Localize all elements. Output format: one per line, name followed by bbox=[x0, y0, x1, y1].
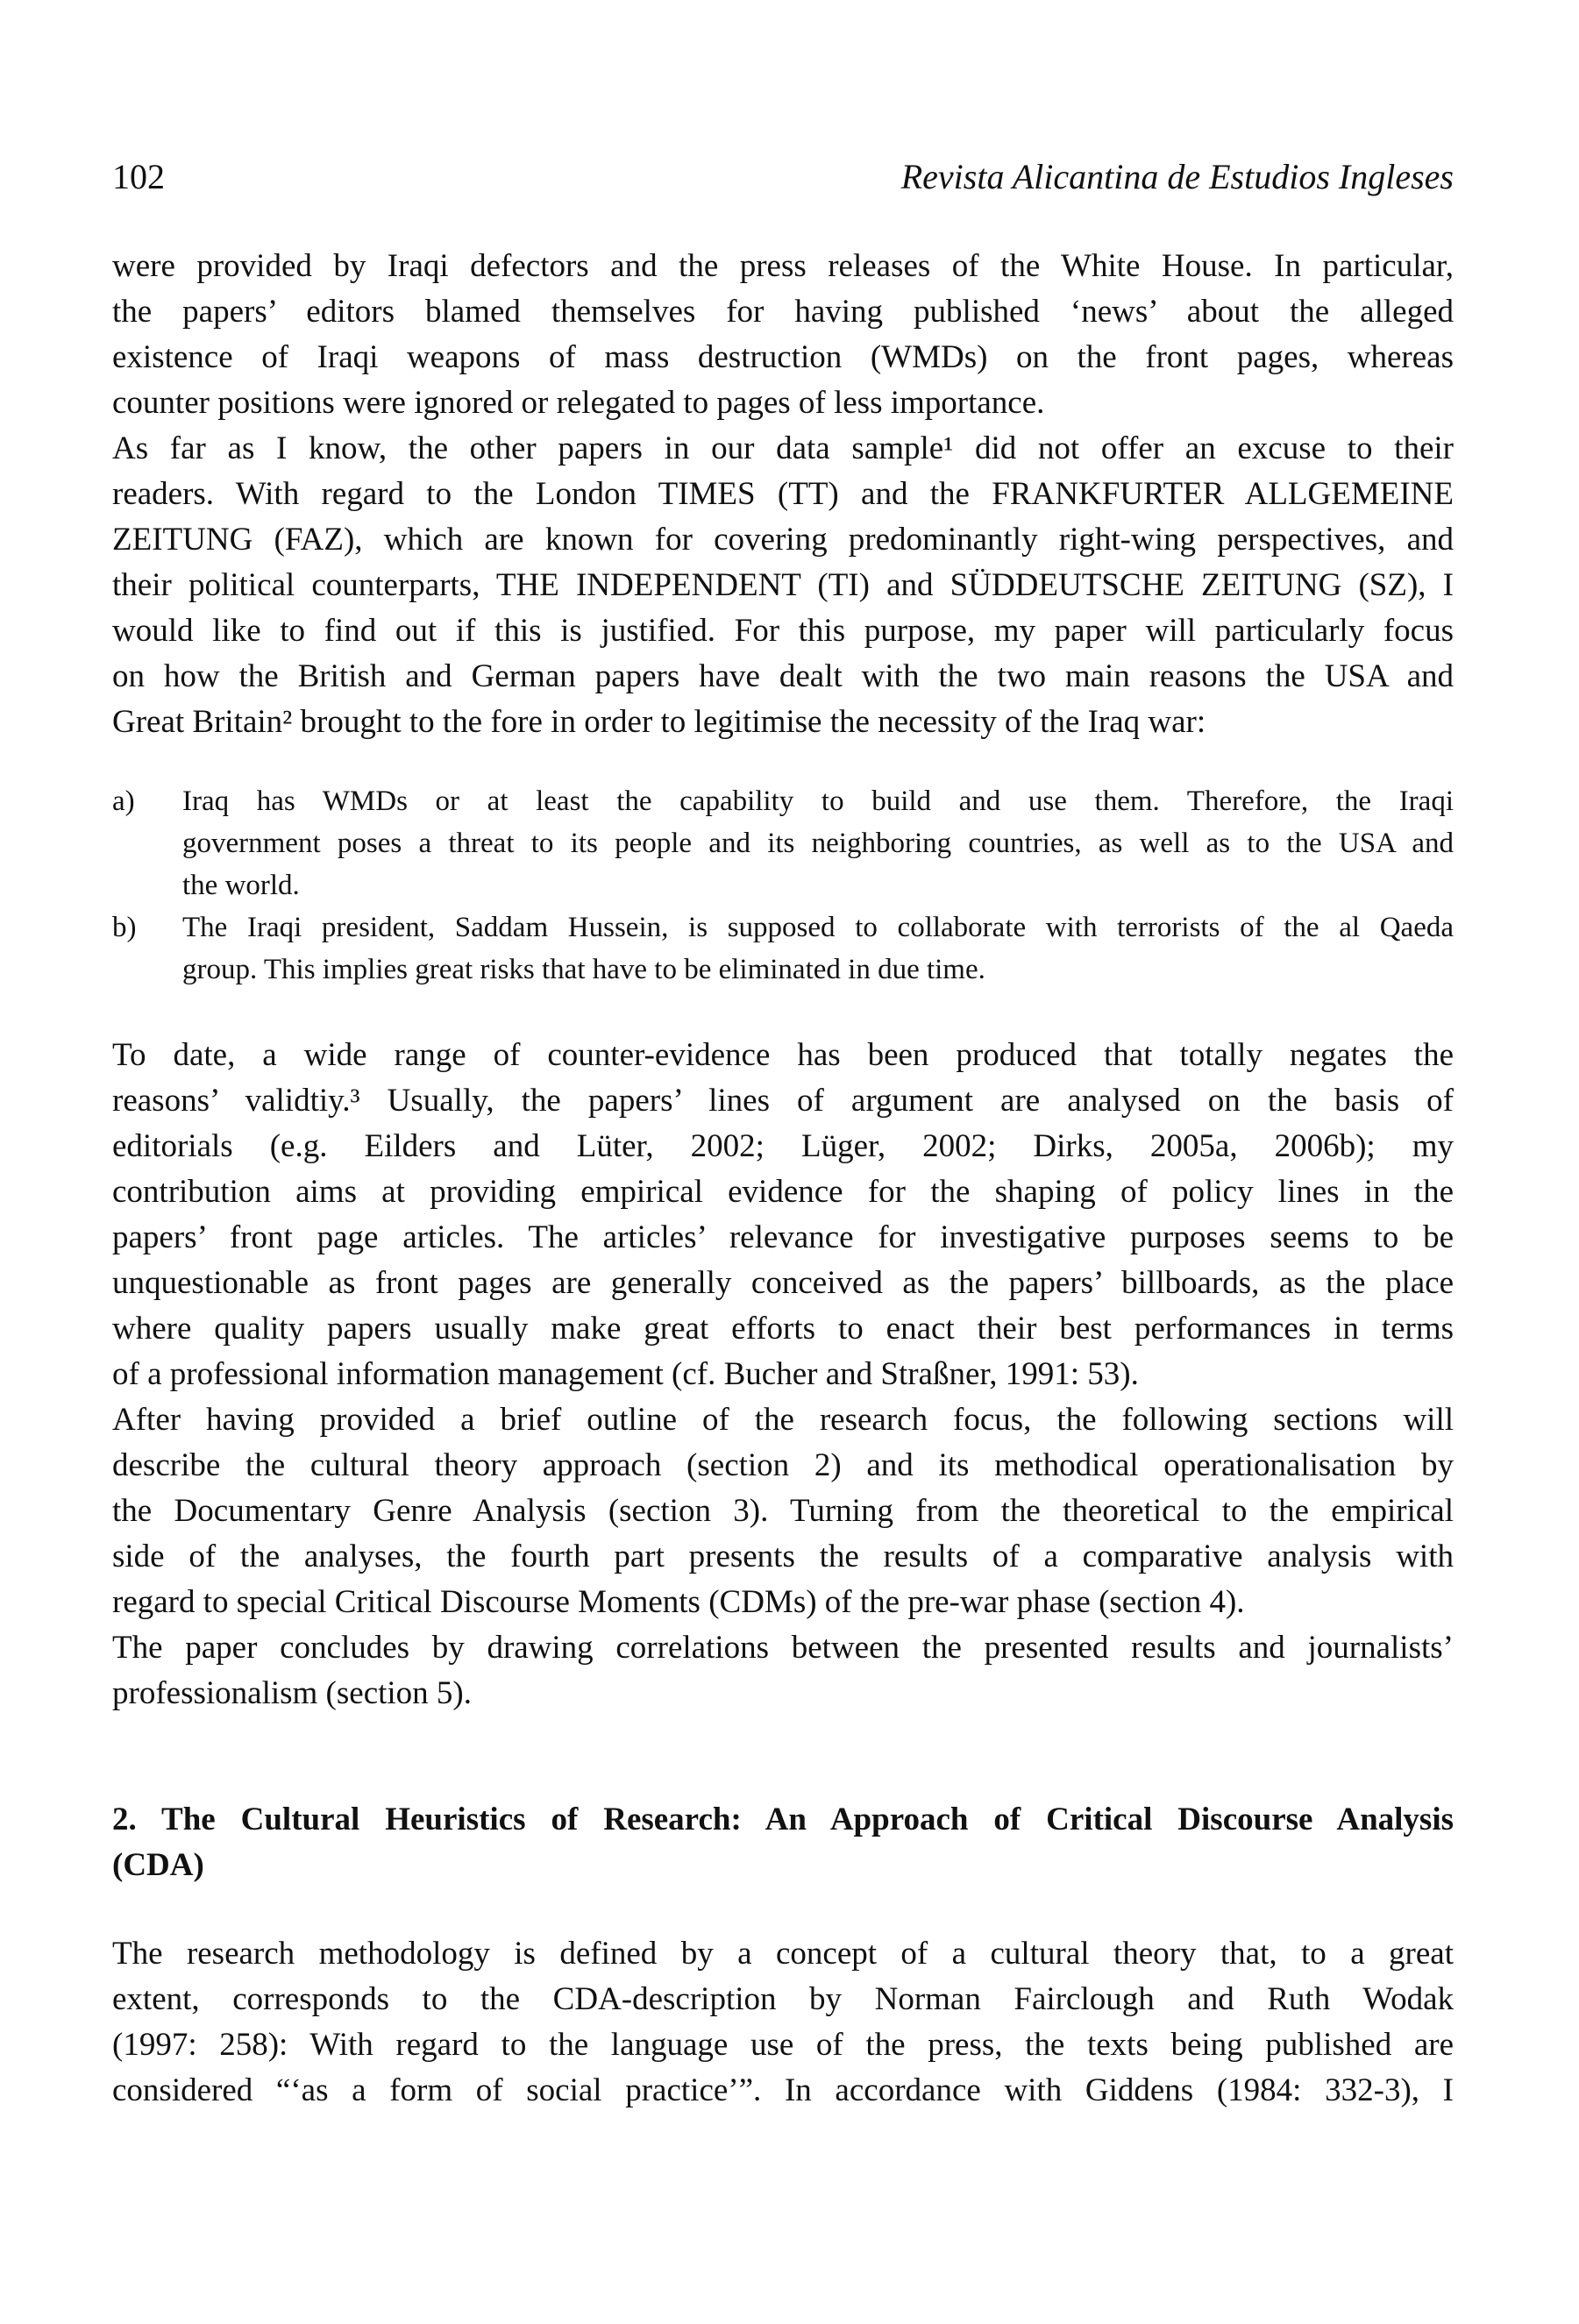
text-line: As far as I know, the other papers in our data sample¹ did not offer an excuse to their bbox=[112, 430, 1454, 466]
text-line: were provided by Iraqi defectors and the press releases of the White House. In particular, bbox=[112, 248, 1454, 284]
paragraph-3 bbox=[112, 1033, 1454, 1397]
text-line: The paper concludes by drawing correlations between the presented results and journalists’ bbox=[112, 1630, 1454, 1666]
text-line: Great Britain² brought to the fore in order to legitimise the necessity of the Iraq war: bbox=[112, 704, 1206, 740]
text-line: extent, corresponds to the CDA-description by Norman Fairclough and Ruth Wodak bbox=[112, 1981, 1454, 2017]
paragraph-4 bbox=[112, 1397, 1454, 1716]
text-line: the Documentary Genre Analysis (section 3). Turning from the theoretical to the empirical bbox=[112, 1493, 1454, 1529]
page-number: 102 bbox=[112, 157, 165, 196]
text-line: on how the British and German papers have dealt with the two main reasons the USA and bbox=[112, 658, 1454, 694]
text-line: ZEITUNG (FAZ), which are known for covering predominantly right-wing perspectives, and bbox=[112, 522, 1454, 558]
text-line: (1997: 258): With regard to the language use of the press, the texts being published are bbox=[112, 2027, 1454, 2063]
text-line: the papers’ editors blamed themselves for having published ‘news’ about the alleged bbox=[112, 294, 1454, 330]
journal-title: Revista Alicantina de Estudios Ingleses bbox=[900, 157, 1454, 196]
text-line: editorials (e.g. Eilders and Lüter, 2002; Lüger, 2002; Dirks, 2005a, 2006b); my bbox=[112, 1128, 1454, 1164]
text-line: their political counterparts, THE INDEPENDENT (TI) and SÜDDEUTSCHE ZEITUNG (SZ), I bbox=[112, 567, 1454, 603]
paragraph-1 bbox=[112, 244, 1454, 426]
text-line: professionalism (section 5). bbox=[112, 1675, 472, 1711]
text-line: considered “‘as a form of social practice’”. In accordance with Giddens (1984: 332-3), I bbox=[112, 2072, 1454, 2108]
section-heading bbox=[112, 1797, 1454, 1888]
list-marker: b) bbox=[112, 912, 137, 943]
text-line: describe the cultural theory approach (section 2) and its methodical operationalisation by bbox=[112, 1447, 1454, 1483]
text-line: The Iraqi president, Saddam Hussein, is supposed to collaborate with terrorists of the al Qaeda bbox=[182, 912, 1454, 943]
text-line: where quality papers usually make great efforts to enact their best performances in terms bbox=[112, 1311, 1454, 1347]
list-item-a bbox=[112, 780, 1454, 906]
text-line: The research methodology is defined by a concept of a cultural theory that, to a great bbox=[112, 1936, 1454, 1972]
text-line: group. This implies great risks that have to be eliminated in due time. bbox=[182, 954, 985, 985]
text-line: unquestionable as front pages are generally conceived as the papers’ billboards, as the place bbox=[112, 1265, 1454, 1301]
text-line: existence of Iraqi weapons of mass destruction (WMDs) on the front pages, whereas bbox=[112, 339, 1454, 375]
text-line: Iraq has WMDs or at least the capability to build and use them. Therefore, the Iraqi bbox=[182, 785, 1454, 817]
text-line: counter positions were ignored or relegated to pages of less importance. bbox=[112, 385, 1045, 421]
text-line: side of the analyses, the fourth part presents the results of a comparative analysis with bbox=[112, 1539, 1454, 1574]
text-line: readers. With regard to the London TIMES (TT) and the FRANKFURTER ALLGEMEINE bbox=[112, 476, 1454, 512]
running-header bbox=[112, 156, 1454, 200]
paragraph-5 bbox=[112, 1931, 1454, 2114]
text-line: the world. bbox=[182, 870, 300, 901]
paragraph-2 bbox=[112, 426, 1454, 745]
text-line: reasons’ validtiy.³ Usually, the papers’ lines of argument are analysed on the basis of bbox=[112, 1083, 1454, 1119]
text-line: contribution aims at providing empirical evidence for the shaping of policy lines in the bbox=[112, 1174, 1454, 1210]
reasons-list bbox=[112, 780, 1454, 991]
heading-line: 2. The Cultural Heuristics of Research: An Approach of Critical Discourse Analysis bbox=[112, 1802, 1454, 1837]
list-marker: a) bbox=[112, 785, 135, 817]
text-line: would like to find out if this is justified. For this purpose, my paper will particularly focus bbox=[112, 613, 1454, 649]
text-line: of a professional information management (cf. Bucher and Straßner, 1991: 53). bbox=[112, 1356, 1139, 1392]
list-item-b bbox=[112, 906, 1454, 991]
text-line: To date, a wide range of counter-evidence has been produced that totally negates the bbox=[112, 1037, 1454, 1073]
text-line: government poses a threat to its people and its neighboring countries, as well as to the USA and bbox=[182, 828, 1454, 859]
heading-line: (CDA) bbox=[112, 1847, 204, 1883]
text-line: regard to special Critical Discourse Moments (CDMs) of the pre-war phase (section 4). bbox=[112, 1584, 1245, 1620]
text-line: After having provided a brief outline of the research focus, the following sections will bbox=[112, 1402, 1454, 1438]
text-line: papers’ front page articles. The articles’ relevance for investigative purposes seems to be bbox=[112, 1219, 1454, 1255]
